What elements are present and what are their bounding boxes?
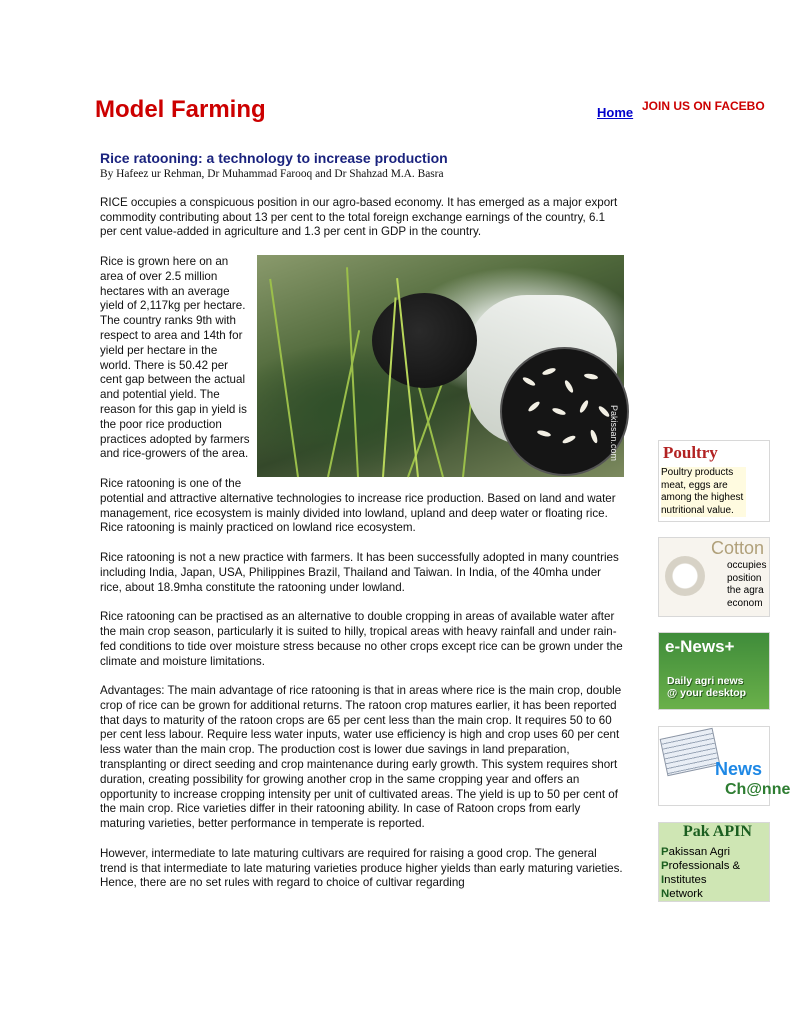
newspaper-icon	[660, 728, 721, 776]
site-title: Model Farming	[95, 96, 266, 123]
cotton-ad-line: occupies	[727, 560, 767, 571]
enews-ad-line: @ your desktop	[667, 687, 747, 699]
article-paragraph: However, intermediate to late maturing cultivars are required for raising a good crop. The general trend is that intermediate to late maturing varieties produce higher yields than early maturing varieties. Hence, there are no set rules with regard to choice of cultivar regarding	[100, 846, 623, 890]
poultry-ad-text: Poultry products meat, eggs are among the highest nutritional value.	[661, 467, 746, 517]
article-paragraph: Advantages: The main advantage of rice ratooning is that in areas where rice is the main crop, double crop of rice can be grown for additional returns. The ratoon crop matures earlier, it has been reported that days to maturity of the ratoon crops are 65 per cent less than the main crop. It requires 50 to 60 per cent less labour. Require less water inputs, water use efficiency is high and crop uses 60 per cent less water than the main crop. The production cost is lower due savings in land preparation, transplanting or direct seeding and crop maintenance during early growth. This system requires short duration, creating possibility for growing another crop in the same cropping year and offers an opportunity to increase cropping intensity per unit of cultivated areas. The yield is up to 50 per cent of the main crop. Rice varieties differ in their ratooning ability. In case of Ratoon crops from early maturing varieties, better performance in temperate is reported.	[100, 684, 622, 831]
home-link[interactable]: Home	[597, 105, 634, 120]
rice-field-photo	[257, 255, 624, 477]
news-channel-ad-banner[interactable]	[658, 726, 790, 806]
pakapin-ad-text	[661, 845, 740, 901]
pakapin-ad-line: Institutes	[661, 874, 707, 886]
article-headline: Rice ratooning: a technology to increase production	[100, 150, 448, 166]
cotton-boll-icon	[665, 556, 705, 596]
article-paragraph: Rice ratooning is not a new practice with farmers. It has been successfully adopted in many countries including India, Japan, USA, Philippines Brazil, Thailand and Taiwan. In India, of the 40mha under rice, about 18.9mha constitute the ratooning under lowland.	[100, 550, 619, 594]
cotton-ad-title: Cotton	[711, 538, 765, 558]
cotton-ad-line: econom	[727, 597, 763, 609]
pakapin-ad-line: Pakissan Agri	[661, 846, 731, 858]
pakapin-ad-banner[interactable]	[658, 822, 770, 902]
article-paragraph: Rice ratooning is one of the potential and attractive alternative technologies to increase rice production. Based on land and water management, rice ecosystem is mainly divided into lowland, upland and deep water or floating rice. Rice ratooning is mainly practiced on lowland rice ecosystem.	[100, 476, 616, 535]
pakapin-ad-line: Network	[661, 888, 703, 900]
poultry-ad-banner[interactable]	[658, 440, 770, 522]
poultry-ad-title: Poultry	[663, 443, 718, 462]
article-paragraph: Rice is grown here on an area of over 2.5 million hectares with an average yield of 2,117kg per hectare. The country ranks 9th with respect to area and 14th for yield per hectare in the world. There is 50.42 per cent gap between the actual and potential yield. The reason for this gap in yield is the poor rice production practices adopted by farmers and rice-growers of the area.	[100, 254, 250, 461]
enews-ad-banner[interactable]	[658, 632, 770, 710]
photo-credit: Pakissan.com	[609, 404, 619, 462]
pakapin-ad-line: Professionals &	[661, 860, 741, 872]
news-channel-ad-title: News	[715, 759, 763, 779]
enews-ad-title: e-News+	[665, 637, 735, 656]
pakapin-ad-title: Pak APIN	[683, 823, 752, 840]
cotton-ad-line: position	[727, 572, 762, 584]
article-paragraph: Rice ratooning can be practised as an alternative to double cropping in areas of available water after the main crop season, particularly it is suited to hilly, tropical areas with heavy rainfall and under rain-fed conditions to tide over moisture stress because no other crops except rice can be grown under the climate and moisture limitations.	[100, 610, 623, 668]
enews-ad-text	[667, 675, 746, 699]
enews-ad-line: Daily agri news	[667, 675, 744, 687]
article	[100, 150, 624, 906]
article-byline: By Hafeez ur Rehman, Dr Muhammad Farooq and Dr Shahzad M.A. Basra	[100, 168, 444, 180]
cotton-ad-line: the agra	[727, 585, 764, 596]
cotton-ad-text	[727, 560, 766, 610]
cotton-ad-banner[interactable]	[658, 537, 770, 617]
news-channel-ad-subtitle: Ch@nne	[725, 781, 790, 798]
article-paragraph: RICE occupies a conspicuous position in our agro-based economy. It has emerged as a major export commodity contributing about 13 per cent to the total foreign exchange earnings of the country, 6.1 per cent value-added in agriculture and 1.3 per cent in GDP in the country.	[100, 195, 618, 239]
join-facebook-link[interactable]: JOIN US ON FACEBO	[642, 99, 765, 113]
